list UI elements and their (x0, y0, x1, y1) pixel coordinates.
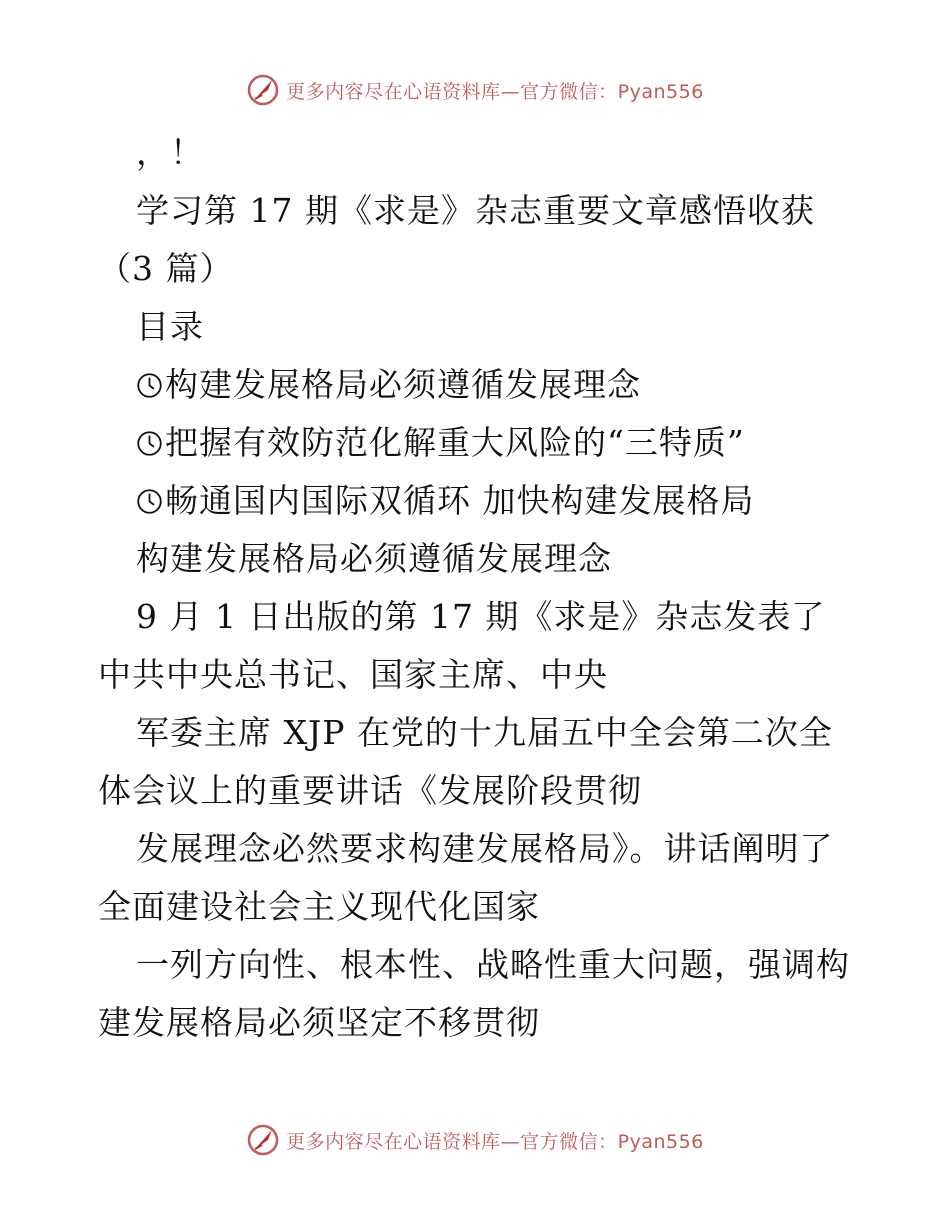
toc-heading: 目录 (136, 307, 204, 346)
clock-icon (136, 372, 163, 399)
body-line: 军委主席 XJP 在党的十九届五中全会第二次全 (136, 713, 833, 752)
clock-icon (136, 488, 163, 515)
toc-item-label: 把握有效防范化解重大风险的“三特质” (165, 423, 745, 462)
body-line: 一列方向性、根本性、战略性重大问题，强调构 (136, 945, 850, 984)
toc-item-label: 畅通国内国际双循环 加快构建发展格局 (165, 481, 755, 520)
clock-icon (136, 430, 163, 457)
body-line: 中共中央总书记、国家主席、中央 (98, 655, 608, 694)
toc-item (98, 356, 858, 414)
toc-item (98, 472, 858, 530)
watermark-text: 更多内容尽在心语资料库—官方微信：Pyan556 (286, 1130, 704, 1153)
toc-item (98, 414, 858, 472)
footer-watermark (0, 1120, 950, 1160)
toc-item-label: 构建发展格局必须遵循发展理念 (165, 365, 641, 404)
document-body (98, 124, 858, 1052)
doc-title-line-2: （3 篇） (98, 249, 234, 288)
feather-pen-logo-icon (246, 73, 280, 107)
feather-pen-logo-icon (246, 1123, 280, 1157)
body-line: 全面建设社会主义现代化国家 (98, 887, 540, 926)
section-title: 构建发展格局必须遵循发展理念 (136, 539, 612, 578)
body-line: 9 月 1 日出版的第 17 期《求是》杂志发表了 (136, 597, 826, 636)
punctuation-line: ，！ (136, 133, 204, 172)
body-line: 建发展格局必须坚定不移贯彻 (98, 1003, 540, 1042)
body-line: 体会议上的重要讲话《发展阶段贯彻 (98, 771, 642, 810)
doc-title-line-1: 学习第 17 期《求是》杂志重要文章感悟收获 (136, 191, 815, 230)
header-watermark (0, 70, 950, 110)
watermark-text: 更多内容尽在心语资料库—官方微信：Pyan556 (286, 80, 704, 103)
body-line: 发展理念必然要求构建发展格局》。讲话阐明了 (136, 829, 834, 868)
